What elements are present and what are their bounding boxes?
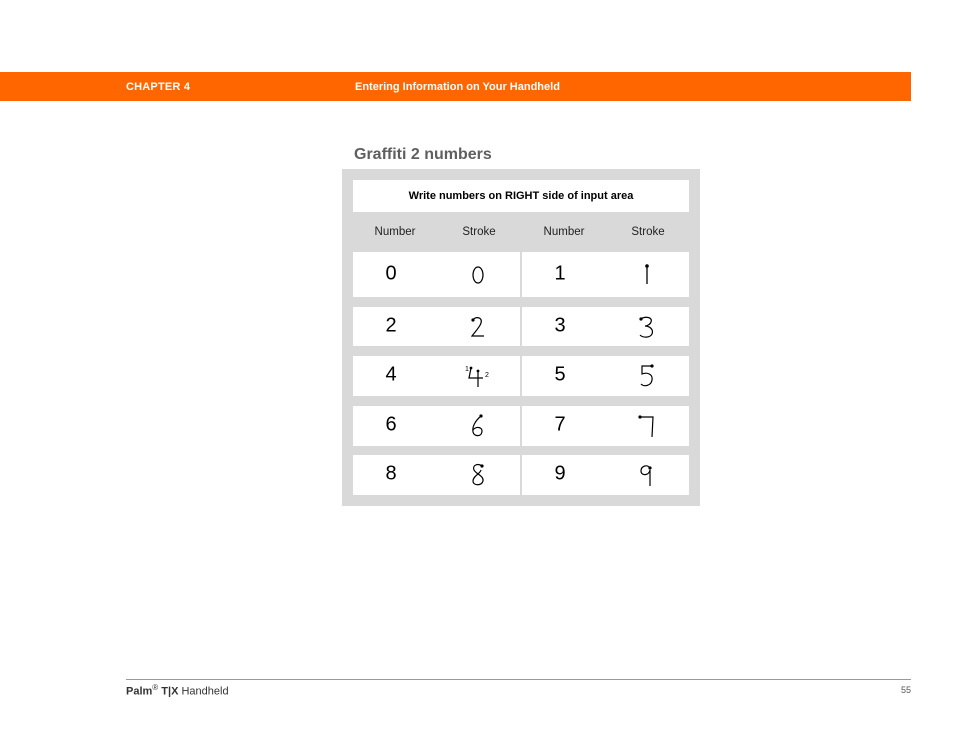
number-label: 0 [385, 261, 397, 284]
registered-mark: ® [152, 683, 159, 692]
stroke-6-icon [445, 406, 511, 446]
table-row [353, 252, 689, 297]
page-number: 55 [900, 685, 911, 695]
stroke-1-icon [614, 252, 680, 297]
footer-product [126, 683, 229, 698]
table-cell [353, 356, 520, 396]
number-label: 4 [385, 363, 397, 386]
table-row [353, 307, 689, 346]
stroke-5-icon [614, 356, 680, 396]
table-cell [522, 252, 689, 297]
stroke-7-icon [614, 406, 680, 446]
table-instruction: Write numbers on RIGHT side of input area [353, 180, 689, 212]
table-cell [522, 455, 689, 495]
stroke-3-icon [614, 307, 680, 346]
table-cell [353, 307, 520, 346]
table-cell [522, 307, 689, 346]
footer-divider [126, 679, 911, 680]
column-header-stroke: Stroke [462, 226, 496, 238]
footer-brand: Palm [126, 685, 153, 698]
stroke-4-icon [445, 356, 511, 396]
number-label: 5 [554, 363, 566, 386]
stroke-9-icon [614, 455, 680, 495]
footer-model: T|X [161, 685, 179, 698]
stroke-order-label: 1 [465, 366, 469, 373]
number-label: 2 [385, 313, 397, 336]
column-header-number: Number [543, 226, 585, 238]
chapter-label: CHAPTER 4 [126, 81, 191, 93]
section-heading: Graffiti 2 numbers [354, 146, 492, 163]
table-cell [353, 406, 520, 446]
table-cell [353, 252, 520, 297]
table-cell [353, 455, 520, 495]
number-label: 9 [554, 462, 566, 485]
number-label: 3 [554, 313, 566, 336]
stroke-2-icon [445, 307, 511, 346]
number-label: 1 [554, 261, 566, 284]
column-header-number: Number [374, 226, 416, 238]
table-row [353, 356, 689, 396]
stroke-order-label: 2 [485, 372, 489, 379]
graffiti-numbers-table [342, 169, 700, 506]
column-header-stroke: Stroke [631, 226, 665, 238]
chapter-title: Entering Information on Your Handheld [355, 81, 560, 93]
number-label: 8 [385, 462, 397, 485]
table-row [353, 406, 689, 446]
table-row [353, 455, 689, 495]
table-cell [522, 406, 689, 446]
number-label: 7 [554, 413, 566, 436]
table-cell [522, 356, 689, 396]
number-label: 6 [385, 413, 397, 436]
footer-suffix: Handheld [181, 685, 229, 698]
stroke-0-icon [445, 252, 511, 297]
stroke-8-icon [445, 455, 511, 495]
chapter-header-bar [0, 72, 911, 101]
column-headers [353, 226, 689, 242]
